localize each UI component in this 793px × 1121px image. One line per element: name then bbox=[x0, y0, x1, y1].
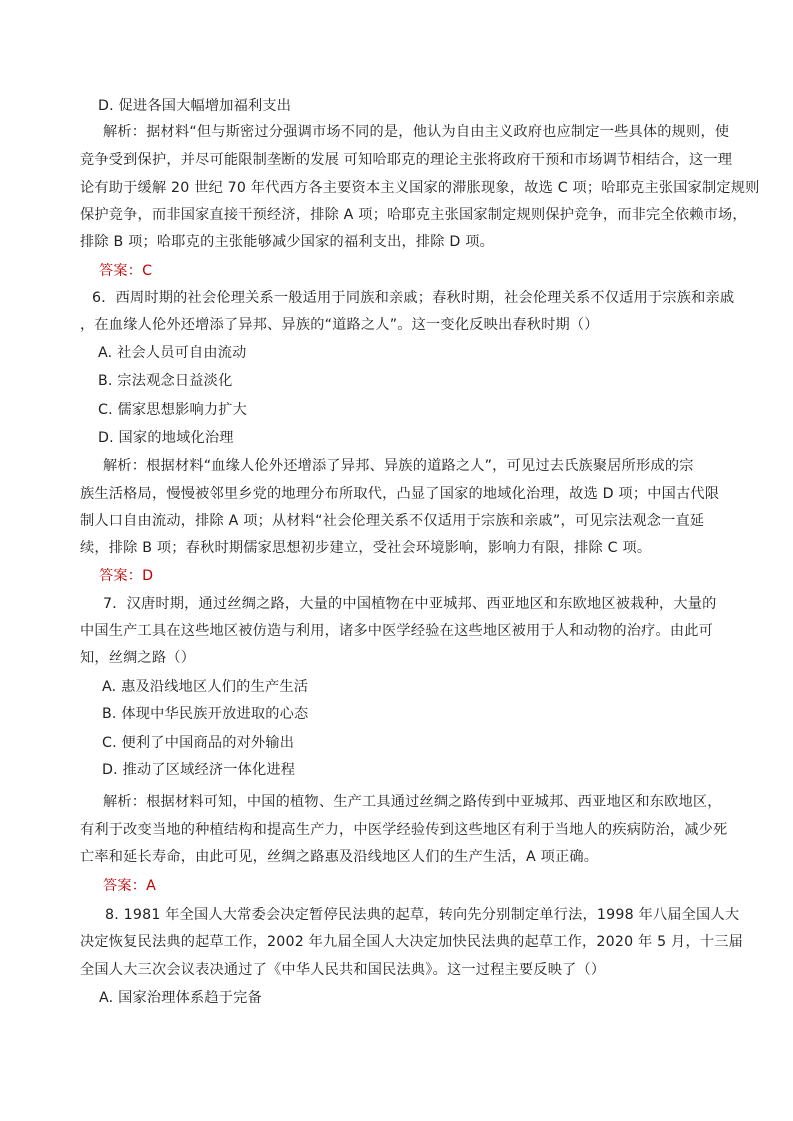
q6-answer: 答案：D bbox=[99, 568, 154, 584]
q6-option-a: A. 社会人员可自由流动 bbox=[98, 345, 247, 361]
q6-analysis-line-1: 解析：根据材料“血缘人伦外还增添了异邦、异族的道路之人”，可见过去氏族聚居所形成的宗 bbox=[103, 458, 694, 474]
q5-analysis-line-2: 竞争受到保护，并尽可能限制垄断的发展 可知哈耶克的理论主张将政府干预和市场调节相结合，这一理 bbox=[80, 152, 733, 168]
q6-analysis-line-3: 制人口自由流动，排除 A 项；从材料“社会伦理关系不仅适用于宗族和亲戚”，可见宗法观念一直延 bbox=[80, 513, 705, 529]
q7-option-b: B. 体现中华民族开放进取的心态 bbox=[102, 706, 309, 722]
q5-answer: 答案：C bbox=[99, 263, 153, 279]
q5-option-d: D. 促进各国大幅增加福利支出 bbox=[98, 98, 292, 114]
q6-option-d: D. 国家的地域化治理 bbox=[98, 430, 234, 446]
q6-stem-line-1: 6．西周时期的社会伦理关系一般适用于同族和亲戚；春秋时期，社会伦理关系不仅适用于宗族和亲戚 bbox=[92, 290, 735, 306]
q6-analysis-line-2: 族生活格局，慢慢被邻里乡党的地理分布所取代，凸显了国家的地域化治理，故选 D 项；中国古代限 bbox=[80, 486, 720, 502]
q7-option-a: A. 惠及沿线地区人们的生产生活 bbox=[102, 679, 309, 695]
q7-option-d: D. 推动了区域经济一体化进程 bbox=[102, 762, 296, 778]
q7-option-c: C. 便利了中国商品的对外输出 bbox=[102, 735, 295, 751]
q7-analysis-line-3: 亡率和延长寿命，由此可见，丝绸之路惠及沿线地区人们的生产生活，A 项正确。 bbox=[80, 849, 599, 865]
q5-analysis-line-4: 保护竞争，而非国家直接干预经济，排除 A 项；哈耶克主张国家制定规则保护竞争，而非完全依赖市场， bbox=[80, 207, 747, 223]
q7-stem-line-1: 7．汉唐时期，通过丝绸之路，大量的中国植物在中亚城邦、西亚地区和东欧地区被栽种，大量的 bbox=[103, 596, 717, 612]
q6-option-c: C. 儒家思想影响力扩大 bbox=[98, 402, 248, 418]
q7-analysis-line-1: 解析：根据材料可知，中国的植物、生产工具通过丝绸之路传到中亚城邦、西亚地区和东欧地区， bbox=[103, 794, 722, 810]
q7-analysis-line-2: 有利于改变当地的种植结构和提高生产力，中医学经验传到这些地区有利于当地人的疾病防治，减少死 bbox=[80, 822, 728, 838]
q8-option-a: A. 国家治理体系趋于完备 bbox=[99, 990, 262, 1006]
q7-stem-line-3: 知，丝绸之路（） bbox=[80, 650, 196, 666]
q6-stem-line-2: ，在血缘人伦外还增添了异邦、异族的“道路之人”。这一变化反映出春秋时期（） bbox=[80, 317, 599, 333]
q6-analysis-line-4: 续，排除 B 项；春秋时期儒家思想初步建立，受社会环境影响，影响力有限，排除 C 项。 bbox=[80, 540, 652, 556]
q8-stem-line-2: 决定恢复民法典的起草工作，2002 年九届全国人大决定加快民法典的起草工作，2020 年 5 月，十三届 bbox=[80, 934, 743, 950]
q7-answer: 答案：A bbox=[103, 878, 157, 894]
q8-stem-line-3: 全国人大三次会议表决通过了《中华人民共和国民法典》。这一过程主要反映了（） bbox=[80, 962, 606, 978]
q6-option-b: B. 宗法观念日益淡化 bbox=[98, 373, 233, 389]
q5-analysis-line-3: 论有助于缓解 20 世纪 70 年代西方各主要资本主义国家的滞胀现象，故选 C 项；哈耶克主张国家制定规则 bbox=[80, 180, 760, 196]
q5-analysis-line-5: 排除 B 项；哈耶克的主张能够减少国家的福利支出，排除 D 项。 bbox=[80, 234, 494, 250]
q8-stem-line-1: 8. 1981 年全国人大常委会决定暂停民法典的起草，转向先分别制定单行法，1998 年八届全国人大 bbox=[105, 907, 740, 923]
q5-analysis-line-1: 解析：据材料“但与斯密过分强调市场不同的是，他认为自由主义政府也应制定一些具体的规则，使 bbox=[103, 124, 730, 140]
q7-stem-line-2: 中国生产工具在这些地区被仿造与利用，诸多中医学经验在这些地区被用于人和动物的治疗。由此可 bbox=[80, 623, 714, 639]
